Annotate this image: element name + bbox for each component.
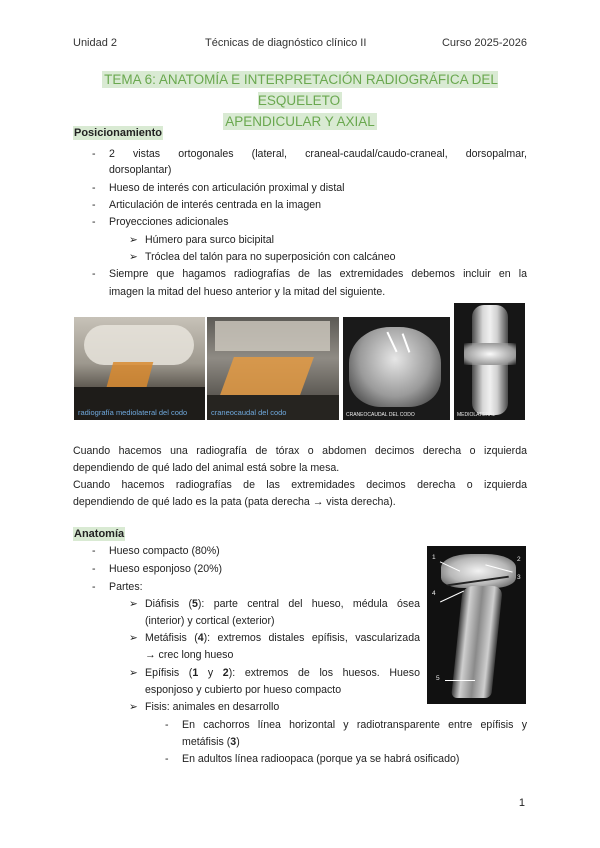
image-caption: craneocaudal del codo [211,408,287,417]
bullet-dash: - [92,545,96,557]
page-title [70,69,530,132]
title-line-2: APENDICULAR Y AXIAL [225,114,375,129]
sub-list-item: Fisis: animales en desarrollo [145,701,280,713]
image-caption: CRANEOCAUDAL DEL CODO [346,412,415,418]
arrow-bullet-icon: ➢ [129,701,138,713]
sub-sub-list-item: En cachorros línea horizontal y radiotransparente entre epífisis y [182,719,527,731]
section-heading-anatomia: Anatomía [74,528,125,540]
paragraph-line: Cuando hacemos radiografías de las extremidades decimos derecha o izquierda [73,479,527,491]
photo-craneocaudal-elbow [207,317,339,420]
list-item: Hueso de interés con articulación proximal y distal [109,182,345,194]
bullet-dash: - [165,753,169,765]
header-unit: Unidad 2 [73,37,118,49]
sub-sub-list-item: En adultos línea radioopaca (porque ya se habrá osificado) [182,753,460,765]
arrow-bullet-icon: ➢ [129,251,138,263]
page-header [73,37,527,53]
bullet-dash: - [92,182,96,194]
list-item: Siempre que hagamos radiografías de las extremidades debemos incluir en la [109,268,527,280]
xray-label-1: 1 [432,554,436,561]
xray-craneocaudal-elbow [343,317,450,420]
photo-mediolateral-elbow [74,317,205,420]
list-item: Partes: [109,581,143,593]
page-number: 1 [518,797,525,809]
bullet-dash: - [92,268,96,280]
list-item-cont: dorsoplantar) [109,164,172,176]
image-caption: radiografía mediolateral del codo [78,408,188,417]
sub-list-item-cont: esponjoso y cubierto por hueso compacto [145,684,342,696]
bullet-dash: - [92,216,96,228]
list-item: Proyecciones adicionales [109,216,229,228]
list-item: Hueso esponjoso (20%) [109,563,223,575]
xray-label-3: 3 [517,574,521,581]
arrow-bullet-icon: ➢ [129,667,138,679]
sub-list-item: Epífisis (1 y 2): extremos de los huesos. Hueso [145,667,420,679]
xray-label-2: 2 [517,556,521,563]
sub-sub-list-item-cont: metáfisis (3) [182,736,240,748]
bullet-dash: - [165,719,169,731]
bullet-dash: - [92,581,96,593]
xray-label-4: 4 [432,590,436,597]
paragraph-line: Cuando hacemos una radiografía de tórax o abdomen decimos derecha o izquierda [73,445,527,457]
paragraph-line: dependiendo de qué lado del animal está sobre la mesa. [73,462,340,474]
list-item: Articulación de interés centrada en la imagen [109,199,321,211]
xray-label-5: 5 [436,675,440,682]
sub-list-item: Metáfisis (4): extremos distales epífisis, vascularizada [145,632,420,644]
paragraph-line: dependiendo de qué lado es la pata (pata derecha → vista derecha). [73,496,396,508]
title-line-1: TEMA 6: ANATOMÍA E INTERPRETACIÓN RADIOGRÁFICA DEL ESQUELETO [104,72,498,108]
bullet-dash: - [92,148,96,160]
arrow-bullet-icon: ➢ [129,632,138,644]
sub-list-item-cont: (interior) y cortical (exterior) [145,615,275,627]
arrow-bullet-icon: ➢ [129,598,138,610]
list-item: Hueso compacto (80%) [109,545,220,557]
list-item-cont: imagen la mitad del hueso anterior y la mitad del siguiente. [109,286,386,298]
section-heading-posicionamiento: Posicionamiento [74,127,163,139]
arrow-bullet-icon: ➢ [129,234,138,246]
sub-list-item: Húmero para surco bicipital [145,234,274,246]
xray-mediolateral-hock [454,303,525,420]
bullet-dash: - [92,563,96,575]
xray-long-bone [427,546,526,704]
image-caption: MEDIOLATERAL [457,412,496,418]
sub-list-item: Diáfisis (5): parte central del hueso, médula ósea [145,598,420,610]
header-subject: Técnicas de diagnóstico clínico II [205,37,367,49]
header-course: Curso 2025-2026 [441,37,527,49]
sub-list-item: Tróclea del talón para no superposición con calcáneo [145,251,396,263]
bullet-dash: - [92,199,96,211]
list-item: 2 vistas ortogonales (lateral, craneal-caudal/caudo-craneal, dorsopalmar, [109,148,527,160]
sub-list-item-cont: → crec long hueso [145,649,234,661]
